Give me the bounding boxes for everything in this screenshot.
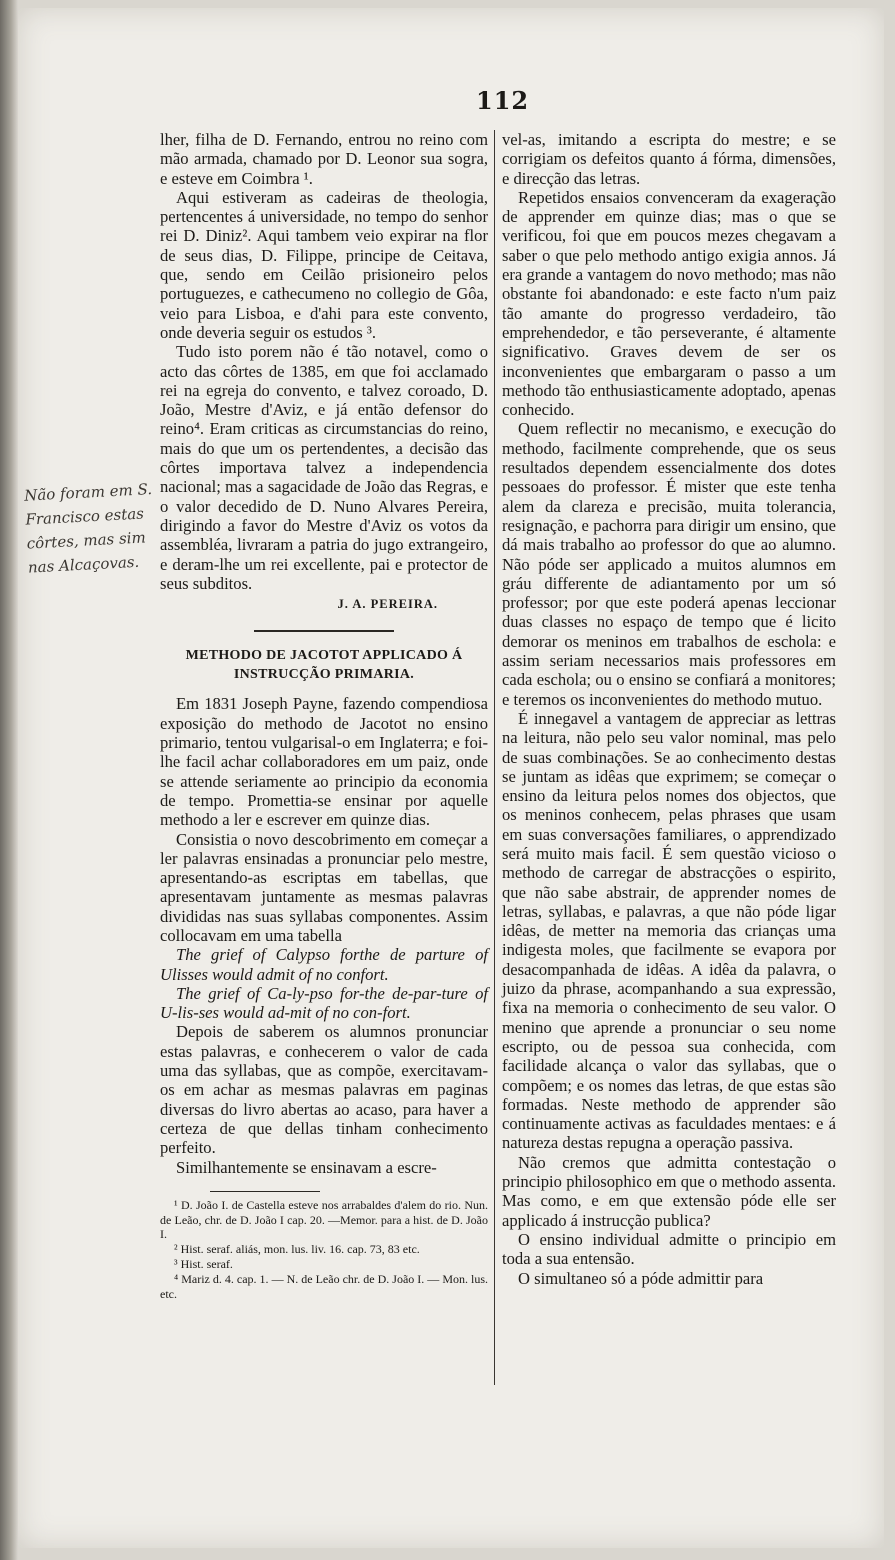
paragraph: Similhantemente se ensinavam a escre- <box>176 1157 437 1177</box>
footnote: ² Hist. seraf. aliás, mon. lus. liv. 16. cap. 73, 83 etc. <box>174 1242 420 1257</box>
paragraph: Quem reflectir no mecanismo, e execução do methodo, facilmente comprehende, que os seus resultados dependem essencialmente dos dotes pessoaes do professor. É mister que este tenha alem da clareza e precisão, muita tolerancia, resignação, e pachorra para dirigir um ensino, que dá mais trabalho ao professor do que ao alumno. Não póde ser applicado a muitos alumnos em gráu differente de adiantamento por um só professor; por que este poderá apenas leccionar duas classes no espaço de tempo que é licito demorar os meninos em trabalhos de eschola: e assim seriam necessarios mais professores em cada eschola; ou o ensino se confiará a monitores; e teremos os inconvenientes do methodo mutuo. <box>502 419 836 709</box>
paragraph: vel-as, imitando a escripta do mestre; e se corrigiam os defeitos quanto á fórma, dimensões, e direcção das letras. <box>502 130 836 188</box>
left-column <box>160 130 488 1301</box>
paragraph: O ensino individual admitte o principio em toda a sua entensão. <box>502 1229 836 1269</box>
paragraph: Consistia o novo descobrimento em começar a ler palavras ensinadas a pronunciar pelo mestre, apresentando-as escriptas em tabellas, que apresentavam juntamente as mesmas palavras divididas nas suas syllabas componentes. Assim collocavam em uma tabella <box>160 829 488 945</box>
paragraph: Repetidos ensaios convenceram da exageração de apprender em quinze dias; mas o que se verificou, foi que em poucos mezes chegavam a saber o que pelo methodo antigo exigia annos. Já era grande a vantagem do novo methodo; mas não obstante foi abandonado: e este facto n'um paiz tão amante do progresso verdadeiro, tão emprehendedor, e tão perseverante, é altamente significativo. Graves devem de ser os inconvenientes que embargaram o passo a um methodo tão enthusiasticamente adoptado, apenas conhecido. <box>502 187 836 420</box>
paragraph: Depois de saberem os alumnos pronunciar estas palavras, e conhecerem o valor de cada uma das syllabas, que as compõe, exercitavam-os em achar as mesmas palavras em paginas diversas do livro abertas ao acaso, para haver a certeza de que dellas tinham conhecimento perfeito. <box>160 1022 488 1158</box>
footnote: ¹ D. João I. de Castella esteve nos arrabaldes d'alem do rio. Nun. de Leão, chr. de D. João I cap. 20. —Memor. para a hist. de D. João I. <box>160 1197 488 1242</box>
article-title: METHODO DE JACOTOT APPLICADO Á INSTRUCÇÃO PRIMARIA. <box>185 648 463 683</box>
paragraph: lher, filha de D. Fernando, entrou no reino com mão armada, chamado por D. Leonor sua sogra, e esteve em Coimbra ¹. <box>160 130 488 188</box>
paragraph: Não cremos que admitta contestação o principio philosophico em que o methodo assenta. Mas como, e em que extensão póde elle ser applicado á instrucção publica? <box>502 1152 836 1230</box>
paragraph: É innegavel a vantagem de appreciar as lettras na leitura, não pelo seu valor nominal, mas pelo de suas combinações. Se ao conhecimento destas se juntam as idêas que exprimem; se começar o ensino da leitura pelos nomes dos objectos, que os meninos conhecem, pelas phrases que usam em suas conversações familiares, o apprendizado será muito mais facil. É sem questão vicioso o methodo de carregar de abstracções o espirito, que não sabe abstrair, de apprender nomes de letras, syllabas, e palavras, a que não póde ligar idêas, de metter na memoria das crianças uma indigesta moles, que facilmente se evapora por desacompanhada de idêas. A idêa da palavra, o juizo da phrase, acompanhando a sua expressão, fixa na memoria o conhecimento de seu valor. O menino que aprende a pronunciar o seu nome escripto, ou de pessoa sua conhecida, com facilidade alcança o valor das syllabas, que o compõem; e os nomes das letras, de que estas são formadas. Neste methodo de apprender são continuamente activas as faculdades mentaes: e á natureza destas repugna a operação passiva. <box>502 708 836 1153</box>
paragraph: O simultaneo só a póde admittir para <box>518 1268 764 1288</box>
paragraph: Tudo isto porem não é tão notavel, como o acto das côrtes de 1385, em que foi acclamado rei na egreja do convento, e talvez coroado, D. João, Mestre d'Aviz, e já então defensor do reino⁴. Eram criticas as circumstancias do reino, mais do que um os pertendentes, a decisão das côrtes importava talvez a independencia nacional; mas a sagacidade de João das Regras, e o valor decedido de D. Nuno Alvares Pereira, dirigindo a favor do Mestre d'Aviz os votos da assembléa, livraram a patria do jugo extrangeiro, e deram-lhe um rei excellente, pai e protector de seus subditos. <box>160 342 488 593</box>
footnote: ⁴ Mariz d. 4. cap. 1. — N. de Leão chr. de D. João I. — Mon. lus. etc. <box>160 1271 488 1301</box>
example-sentence: The grief of Calypso forthe de parture of Ulisses would admit of no confort. <box>160 945 488 984</box>
right-column <box>502 130 836 1288</box>
section-divider <box>254 630 394 632</box>
footnote-divider <box>210 1191 320 1192</box>
paragraph: Em 1831 Joseph Payne, fazendo compendiosa exposição do methodo de Jacotot no ensino primario, tentou vulgarisal-o em Inglaterra; e foi-lhe facil achar collaboradores em um paiz, onde se attende seriamente ao principio da economia de tempo. Promettia-se ensinar por aquelle methodo a ler e escrever em quinze dias. <box>160 694 488 830</box>
handwritten-margin-note: Não foram em S. Francisco estas côrtes, mas sim nas Alcaçovas. <box>23 480 153 577</box>
book-binding-edge <box>0 0 18 1560</box>
page-number: 112 <box>476 86 530 115</box>
footnote: ³ Hist. seraf. <box>174 1257 233 1272</box>
author-signature: J. A. PEREIRA. <box>337 597 438 612</box>
example-sentence-syllables: The grief of Ca-ly-pso for-the de-par-ture of U-lis-ses would ad-mit of no con-fort. <box>160 983 488 1023</box>
column-divider <box>494 130 495 1385</box>
paragraph: Aqui estiveram as cadeiras de theologia, pertencentes á universidade, no tempo do senhor rei D. Diniz². Aqui tambem veio expirar na flor de seus dias, D. Filippe, principe de Ceitava, que, sendo em Ceilão prisioneiro pelos portuguezes, e cathecumeno no collegio de Gôa, veio para Lisboa, e d'ahi para este convento, onde deveria seguir os estudos ³. <box>160 187 488 342</box>
